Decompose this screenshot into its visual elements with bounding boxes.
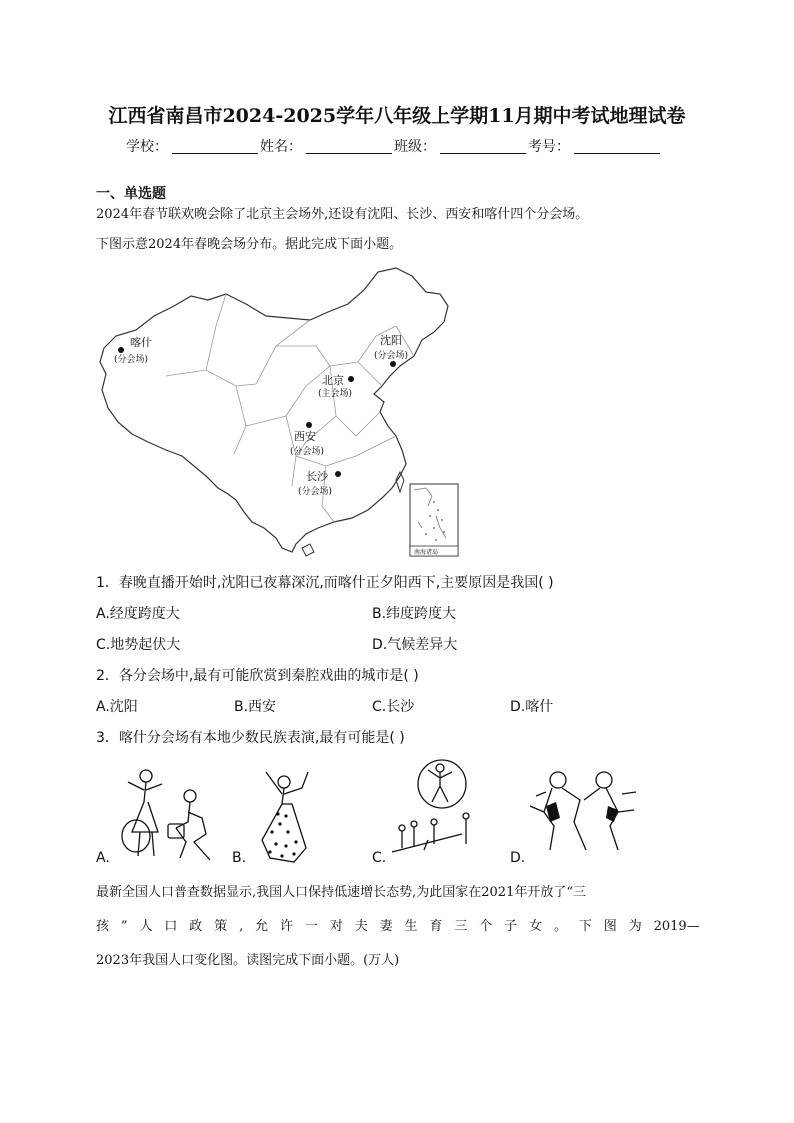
changsha-sub-label: (分会场) — [298, 487, 333, 497]
question-2-option-d: D.喀什 — [510, 699, 554, 715]
page-title: 江西省南昌市2024-2025学年八年级上学期11月期中考试地理试卷 — [108, 105, 686, 127]
question-1-stem: 1．春晚直播开始时,沈阳已夜幕深沉,而喀什正夕阳西下,主要原因是我国( ) — [96, 575, 554, 591]
shenyang-sub-label: (分会场) — [374, 351, 409, 361]
number-blank — [574, 139, 660, 154]
intro-paragraph — [96, 200, 706, 260]
changsha-label: 长沙 — [306, 470, 328, 483]
question-3-option-c — [372, 756, 502, 868]
school-label: 学校： — [126, 139, 168, 155]
intro-line-1: 2024年春节联欢晚会除了北京主会场外,还设有沈阳、长沙、西安和喀什四个分会场。 — [96, 207, 589, 222]
question-3-option-b-letter: B. — [232, 850, 247, 866]
question-1-option-a: A.经度跨度大 — [96, 606, 180, 622]
population-line-1: 最新全国人口普查数据显示,我国人口保持低速增长态势,为此国家在2021年开放了“三 — [96, 885, 586, 900]
question-1-option-b: B.纬度跨度大 — [372, 606, 457, 622]
dance-drum-picture — [114, 762, 224, 866]
name-label: 姓名： — [260, 139, 302, 155]
hainan-island — [302, 544, 314, 556]
question-2-option-c: C.长沙 — [372, 699, 415, 715]
class-blank — [440, 139, 526, 154]
population-paragraph — [96, 876, 700, 978]
china-map — [96, 266, 466, 558]
name-blank — [306, 139, 392, 154]
province-borders — [166, 294, 414, 522]
shenyang-dot — [390, 361, 396, 367]
student-info-row — [126, 136, 662, 156]
kashgar-label: 喀什 — [130, 336, 152, 349]
dress-dots — [268, 812, 297, 857]
class-label: 班级： — [394, 139, 436, 155]
china-outline — [100, 268, 448, 552]
question-2-option-b: B.西安 — [234, 699, 277, 715]
shenyang-label: 沈阳 — [380, 334, 402, 347]
question-3-stem: 3．喀什分会场有本地少数民族表演,最有可能是( ) — [96, 730, 405, 746]
xian-label: 西安 — [294, 430, 316, 443]
number-label: 考号： — [528, 139, 570, 155]
seesaw-jump-picture — [384, 756, 490, 864]
question-3-option-a-letter: A. — [96, 850, 110, 866]
question-1-option-c: C.地势起伏大 — [96, 637, 181, 653]
question-3-option-d-letter: D. — [510, 850, 526, 866]
question-3-option-a — [96, 762, 226, 870]
population-line-3: 2023年我国人口变化图。读图完成下面小题。(万人) — [96, 953, 400, 968]
question-3-option-b — [232, 762, 362, 870]
question-3-option-c-letter: C. — [372, 850, 387, 866]
question-2-stem: 2．各分会场中,最有可能欣赏到秦腔戏曲的城市是( ) — [96, 668, 419, 684]
changsha-dot — [335, 471, 341, 477]
school-blank — [172, 139, 258, 154]
flamenco-dancer-picture — [248, 762, 318, 868]
horseback-wrestling-picture — [526, 766, 646, 862]
beijing-label: 北京 — [322, 374, 344, 387]
beijing-dot — [348, 376, 354, 382]
china-map-drawing — [96, 266, 466, 558]
south-china-sea-inset — [410, 484, 458, 556]
xian-sub-label: (分会场) — [290, 447, 325, 457]
beijing-sub-label: (主会场) — [318, 389, 353, 399]
kashgar-sub-label: (分会场) — [114, 355, 149, 365]
question-2-option-a: A.沈阳 — [96, 699, 138, 715]
intro-line-2: 下图示意2024年春晚会场分布。据此完成下面小题。 — [96, 237, 403, 252]
question-1-option-d: D.气候差异大 — [372, 637, 458, 653]
question-3-option-d — [510, 766, 650, 868]
inset-label: 南海诸岛 — [414, 549, 439, 556]
section-heading: 一、单选题 — [96, 186, 166, 202]
population-line-2: 孩 ” 人 口 政 策 , 允 许 一 对 夫 妻 生 育 三 个 子 女 。 下 图 为 2019— — [96, 919, 700, 934]
